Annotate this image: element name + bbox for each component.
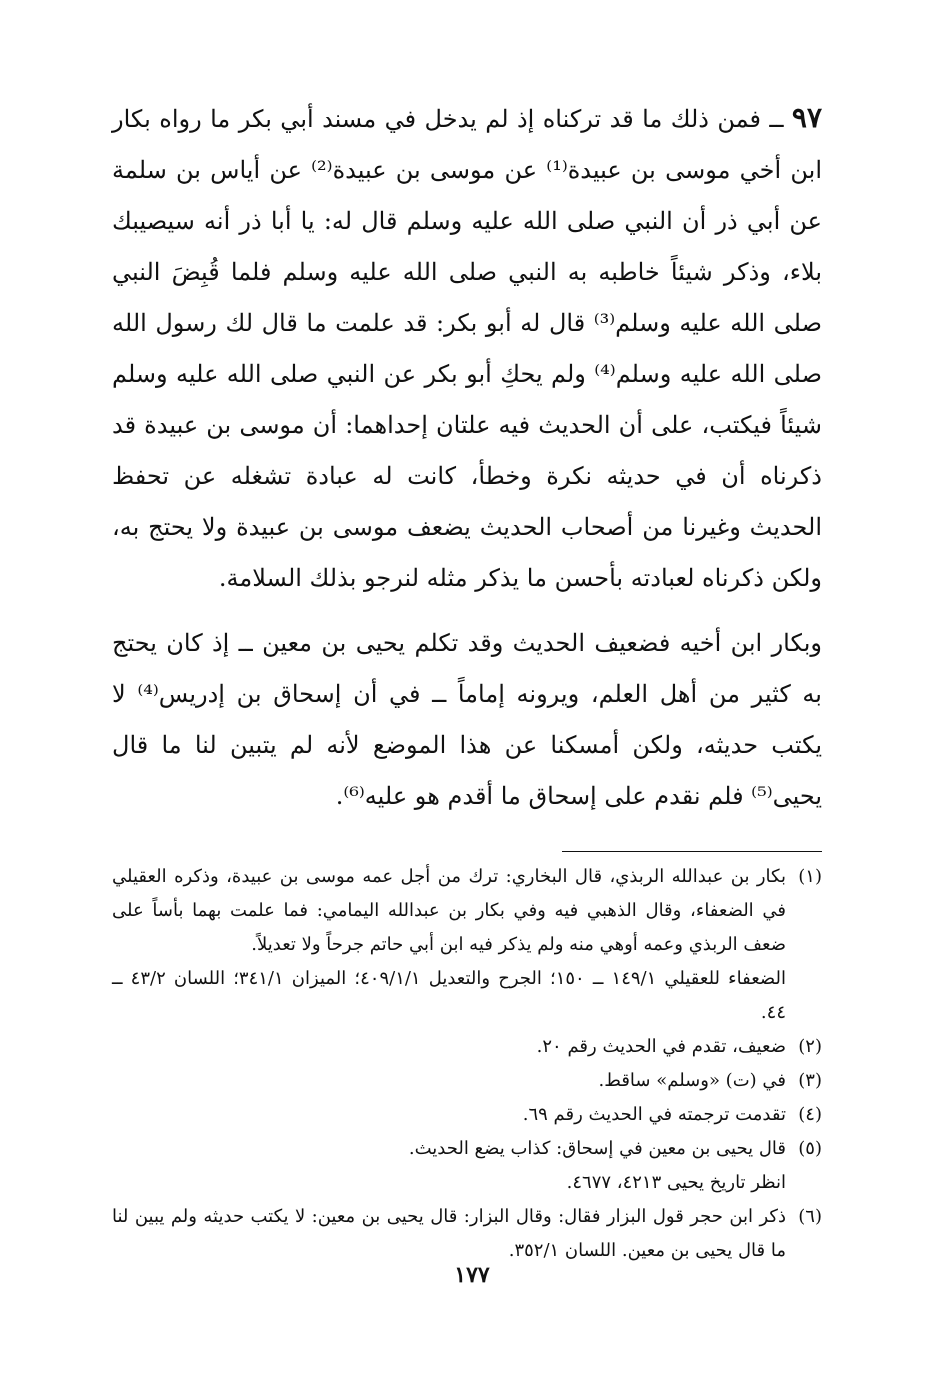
footnote-4 <box>112 1098 822 1132</box>
commentary-paragraph: وبكار ابن أخيه فضعيف الحديث وقد تكلم يحيى بن معين ــ إذ كان يحتج به كثير من أهل العلم، ويرونه إماماً ــ في أن إسحاق بن إدريس⁽⁴⁾ لا يكتب حديثه، ولكن أمسكنا عن هذا الموضع لأنه لم يتبين لنا ما قال يحيى⁽⁵⁾ فلم نقدم على إسحاق ما أقدم هو عليه⁽⁶⁾. <box>112 629 822 810</box>
footnote-text: تقدمت ترجمته في الحديث رقم ٦٩. <box>522 1104 786 1125</box>
footnote-number: (٣) <box>798 1070 822 1091</box>
hadith-paragraph <box>112 92 822 604</box>
footnote-text: ذكر ابن حجر قول البزار فقال: وقال البزار: قال يحيى بن معين: لا يكتب حديثه ولم يبين لنا ما قال يحيى بن معين. اللسان ٣٥٢/١. <box>112 1206 786 1261</box>
page-content <box>112 92 822 1261</box>
footnote-divider <box>562 851 822 852</box>
hadith-number: ٩٧ <box>791 101 822 134</box>
footnote-6 <box>112 1200 822 1268</box>
footnote-text: في (ت) «وسلم» ساقط. <box>598 1070 786 1091</box>
footnote-5 <box>112 1132 822 1200</box>
hadith-text: فمن ذلك ما قد تركناه إذ لم يدخل في مسند أبي بكر ما رواه بكار ابن أخي موسى بن عبيدة⁽¹⁾ عن موسى بن عبيدة⁽²⁾ عن أياس بن سلمة عن أبي ذر أن النبي صلى الله عليه وسلم قال له: يا أبا ذر أنه سيصيبك بلاء، وذكر شيئاً خاطبه به النبي صلى الله عليه وسلم فلما قُبِضَ النبي صلى الله عليه وسلم⁽³⁾ قال له أبو بكر: قد علمت ما قال لك رسول الله صلى الله عليه وسلم⁽⁴⁾ ولم يحكِ أبو بكر عن النبي صلى الله عليه وسلم شيئاً فيكتب، على أن الحديث فيه علتان إحداهما: أن موسى بن عبيدة قد ذكرناه أن في حديثه نكرة وخطأ، كانت له عبادة تشغله عن تحفظ الحديث وغيرنا من أصحاب الحديث يضعف موسى بن عبيدة ولا يحتج به، ولكن ذكرناه لعبادته بأحسن ما يذكر مثله لنرجو بذلك السلامة. <box>112 105 822 592</box>
footnote-2 <box>112 1030 822 1064</box>
page-number: ١٧٧ <box>454 1262 490 1288</box>
hadith-dash: ــ <box>761 105 792 133</box>
footnotes <box>112 860 822 1268</box>
footnote-number: (٦) <box>798 1206 822 1227</box>
footnote-text: ضعيف، تقدم في الحديث رقم ٢٠. <box>536 1036 786 1057</box>
footnote-text: بكار بن عبدالله الربذي، قال البخاري: ترك من أجل عمه موسى بن عبيدة، وذكره العقيلي في الضعفاء، وقال الذهبي فيه وفي بكار بن عبدالله اليمامي: فما علمت بهما بأساً على ضعف الربذي وعمه أوهي منه ولم يذكر فيه ابن أبي حاتم جرحاً ولا تعديلاً. <box>112 866 786 955</box>
footnote-text: قال يحيى بن معين في إسحاق: كذاب يضع الحديث. <box>408 1138 786 1159</box>
footnote-number: (٥) <box>798 1138 822 1159</box>
footnote-number: (١) <box>798 866 822 887</box>
footnote-number: (٢) <box>798 1036 822 1057</box>
footnote-number: (٤) <box>798 1104 822 1125</box>
footnote-reference: الضعفاء للعقيلي ١٤٩/١ ــ ١٥٠؛ الجرح والتعديل ٤٠٩/١/١؛ الميزان ٣٤١/١؛ اللسان ٤٣/٢ ــ ٤٤. <box>112 968 786 1023</box>
footnote-1 <box>112 860 822 1030</box>
footnote-3 <box>112 1064 822 1098</box>
footnote-reference: انظر تاريخ يحيى ٤٢١٣، ٤٦٧٧. <box>566 1172 786 1193</box>
